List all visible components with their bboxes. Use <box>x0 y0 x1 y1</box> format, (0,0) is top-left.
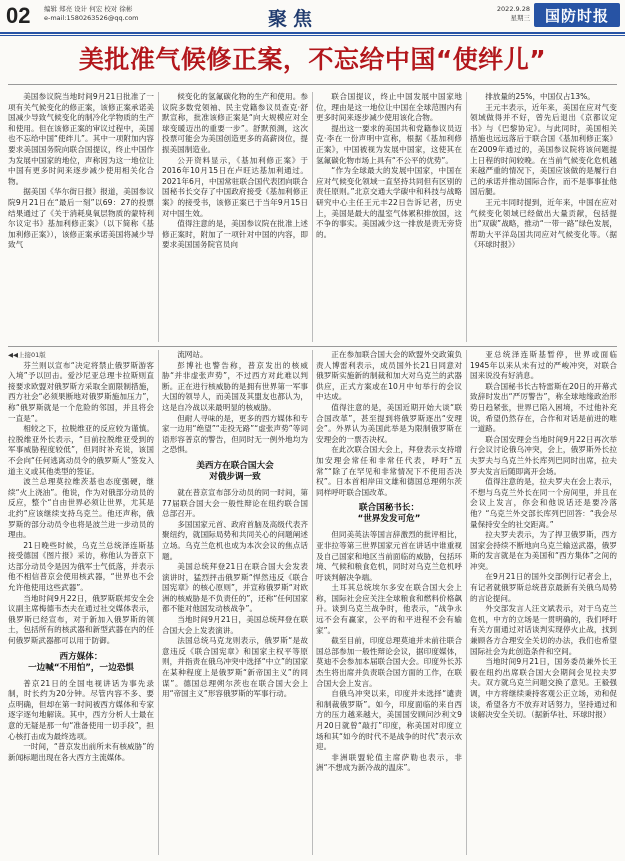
subheading-line: 一边喊“不用怕”，一边恐惧 <box>28 662 134 673</box>
paragraph: 就在普京宣布部分动员的同一时间，第77届联合国大会一般性辩论在纽约联合国总部召开。 <box>162 487 308 519</box>
column-divider <box>312 350 313 855</box>
paragraph: 候变化的氢氟碳化物的生产和使用。参议院多数党领袖、民主党籍参议员查克·舒默宣称，批准该修正案是“向大规模应对全球变暖迈出的重要一步”。舒默预测，这次投票可能会为美国创造更多的高薪岗位，提振美国制造业。 <box>162 92 308 154</box>
column-divider <box>158 92 159 342</box>
column-divider <box>312 92 313 342</box>
paragraph: 当地时间9月21日，美国总统拜登在联合国大会上发表演讲。 <box>162 615 308 635</box>
paragraph: 提出这一要求的美国共和党籍参议员迈克·李在一份声明中宣称，根据《基加利修正案》，中国被视为发展中国家，这使其在氢氟碳化物市场上具有“不公平的优势”。 <box>316 123 462 165</box>
paragraph: 芬兰则以宣布“决定将禁止俄罗斯游客入境”予以回击。爱沙尼亚总理卡拉斯则直接要求欧盟对俄罗斯方采取全面限制措施，西方社会“必须果断地对俄罗斯施加压力”，称“俄罗斯就是一个危险的邻国，并且将会一直是”。 <box>8 360 154 423</box>
subheading <box>162 461 308 483</box>
editor-credits <box>44 5 139 23</box>
paragraph: “作为全球最大的发展中国家，中国在应对气候变化领域一直坚持共同但有区别的责任原则。”北京交通大学碳中和科技与战略研究中心主任王元丰22日告诉记者，历史上，美国是最大的温室气体累积排放国，这不争的事实。美国减少这一排放是责无旁贷的。 <box>316 166 462 239</box>
paragraph: 相较之下，拉脱维亚的反应较为谨慎。拉脱维亚外长表示，“目前拉脱维亚受到的军事威胁程度较低”，但同时补充说，该国不会向“任何逃离动员令的俄罗斯人”签发入道主义或其他类型的签证。 <box>8 424 154 476</box>
paragraph: 21日晚些时候，乌克兰总统泽连斯基接受德国《图片报》采访，称他认为普京下达部分动员令是因为俄军士气低落，并表示他不相信普京会使用核武器，“世界也不会允许他使用这些武器”。 <box>8 540 154 593</box>
paragraph: 土耳其总统埃尔多安在联合国大会上称，国际社会应关注全球粮食和燃料价格飙升。谈到乌克兰战争时，他表示，“战争永远不会有赢家，公平的和平进程不会有输家”。 <box>316 583 462 635</box>
editor-line: 编辑 郑亮 设计 何宏 校对 徐彬 <box>44 5 133 13</box>
paragraph: 在此次联合国大会上，拜登表示支持增加安理会常任和非常任代表，呼吁“五常”“除了在罕见和非常情况下不使用否决权”。日本首相岸田文雄和德国总理朔尔茨同样呼吁联合国改革。 <box>316 445 462 497</box>
subheading <box>8 652 154 674</box>
paragraph: 拉夫罗夫表示，为了捍卫俄罗斯，西方国家会持续不断地向乌克兰输送武器，俄罗斯的发言就是在为美国和“西方集体”之间的冲突。 <box>470 530 617 571</box>
article-column-4 <box>470 92 617 356</box>
subheading <box>316 503 462 525</box>
article-column-2 <box>162 92 308 356</box>
subheading-line: 美西方在联合国大会 <box>196 460 274 471</box>
date: 2022.9.28 <box>496 5 530 13</box>
paragraph: 联合国提议，终止中国发展中国家地位，理由是这一地位让中国在全球范围内有更多时间来逐步减少使用该化合物。 <box>316 92 462 123</box>
paragraph: 一时间，“普京发出前所未有核威胁”的新闻标题出现在各大西方主流媒体。 <box>8 742 154 762</box>
continued-column-2 <box>162 350 308 855</box>
weekday: 星期三 <box>510 14 530 22</box>
paragraph: 公开资料显示，《基加利修正案》于2016年10月15日在卢旺达基加利通过。2021年6月，中国常驻联合国代表团向联合国秘书长交存了中国政府接受《基加利修正案》的接受书，该修正案已于当年9月15日对中国生效。 <box>162 155 308 218</box>
paragraph: 波兰总理莫拉维茨基也态度强硬，继续“火上浇油”。他说，作为对俄部分动员的反应，整个“自由世界必须让世界，尤其是北约”应该继续支持乌克兰。他还声称，俄罗斯的部分动员令也将是波兰进一步动员的理由。 <box>8 477 154 540</box>
issue-date <box>490 5 530 23</box>
subheading-line: 西方媒体： <box>59 651 103 662</box>
article-column-3 <box>316 92 462 356</box>
continued-column-3 <box>316 350 462 855</box>
column-divider <box>466 350 467 855</box>
paragraph: 美国参议院当地时间9月21日批准了一项有关气候变化的修正案，该修正案承诺美国减少导致气候变化的制冷化学物质的生产和使用。但在该修正案的审议过程中，美国也不忘给中国“使绊儿”。其中一项附加内容要求美国国务院向联合国提议，终止中国作为发展中国家的地位，声称因为这一地位让中国有更多时间来逐步减少使用相关化合物。 <box>8 92 154 186</box>
paragraph: 普京21日的全国电视讲话为事先录制，时长约为20分钟。尽管内容不多、要点明确，但却在第一时间被西方媒体和专家逐字逐句地解读。其中，西方分析人士最在意的无疑是那一句“准备使用一切手段”，担心核打击成为最终选项。 <box>8 678 154 741</box>
paragraph: 当地时间9月21日，国务委员兼外长王毅在纽约出席联合国大会期间会见拉夫罗夫。双方就乌克兰问题交换了意见。王毅强调，中方将继续秉持客观公正立场，劝和促谈，希望各方不放弃对话努力，坚持通过和谈解决安全关切。（据新华社、环球时报） <box>470 657 617 720</box>
paragraph: 联合国秘书长古特雷斯在20日的开幕式致辞时发出“严厉警告”，称全球地缘政治形势日趋紧张，世界已陷入困境，不过他补充说，希望仍然存在，合作和对话是前进的唯一道路。 <box>470 381 617 434</box>
headline-rule <box>8 84 617 85</box>
paragraph: 非洲联盟轮值主席萨勒也表示，非洲“不想成为新冷战的温床”。 <box>316 752 462 773</box>
column-divider <box>158 350 159 855</box>
subheading-line: 联合国秘书长： <box>358 503 420 514</box>
paragraph: 排放量的25%，中国仅占13%。 <box>485 92 595 101</box>
paragraph: 美国总统拜登21日在联合国大会发表演讲时，猛烈抨击俄罗斯“悍然违反《联合国宪章》的核心原则”，并宣称俄罗斯“对欧洲的核威胁是不负责任的”，还称“任何国家都不能对他国发动核战争”。 <box>162 562 308 614</box>
subheading-line: “世界发发可危” <box>357 514 421 525</box>
continued-column-1 <box>8 350 154 855</box>
paragraph: 法国总统马克龙则表示，俄罗斯“是故意违反《联合国宪章》和国家主权平等原则，并指责在俄乌冲突中选择“中立”的国家在某种程度上是俄罗斯“新帝国主义”的同谋”。德国总理朔尔茨也在联合国大会上用“帝国主义”形容俄罗斯的军事行动。 <box>162 636 308 699</box>
paragraph: 值得注意的是，美国近期开始大谈“联合国改革”，甚至提到将俄罗斯逐出“安理会”。外界认为美国此举是为限制俄罗斯在安理会的一票否决权。 <box>316 402 462 444</box>
masthead-rule-thin <box>0 35 625 36</box>
subheading-line: 对俄步调一致 <box>209 471 261 482</box>
paragraph: 当地时间9月22日，俄罗斯联邦安全会议副主席梅德韦杰夫在通过社交媒体表示，俄罗斯已经宣布，对于新加入俄罗斯的领土，包括所有的核武器和新型武器在内的任何俄罗斯武器都可以用于防御。 <box>8 593 154 646</box>
column-divider <box>466 92 467 342</box>
paragraph: 王元丰同时提到，近年来，中国在应对气候变化领域已经做出大量贡献，包括提出“双碳”战略，推动“一带一路”绿色发展，帮助大平洋岛国共同应对气候变化等。（据《环球时报》） <box>470 197 617 250</box>
paragraph: 在9月21日的国外交部例行记者会上，有记者就俄罗斯总统普京最新有关俄乌局势的言论提问。 <box>470 572 617 603</box>
paragraph: 值得注意的是，美国参议院在批准上述修正案时，附加了一项针对中国的内容，即要求美国国务院官员向 <box>162 219 308 250</box>
paragraph: 据美国《华尔街日报》报道，美国参议院9月21日在“最后一刻”以69：27的投票结果通过了《关于消耗臭氧层物质的蒙特利尔议定书》基加利修正案》（以下简称《基加利修正案》），该修正案承诺美国将减少导致气 <box>8 187 154 250</box>
paragraph: 自俄乌冲突以来，印度并未选择“谴责和制裁俄罗斯”。如今，印度面临的来自西方的压力越来越大，美国国安顾问沙利文9月20日就曾“敲打”印度，称美国对印度立场和其“如今的时代不是战争的时代”表示欢迎。 <box>316 689 462 752</box>
headline: 美批准气候修正案，不忘给中国“使绊儿” <box>78 45 547 74</box>
paragraph: 流网站。 <box>177 350 208 359</box>
paragraph: 彭博社也警告称，普京发出的核威胁“并非虚张声势”，不过西方对此难以判断。正在进行核威胁的是拥有世界第一军事大国的领导人，而美国及其盟友也都认为，这是自冷战以来最明显的核威胁。 <box>162 360 308 412</box>
paragraph: 值得注意的是，拉夫罗夫在会上表示，不想与乌克兰外长在同一个房间里，并且在会议上发言，你会和他说话还是要冷落他？“乌克兰外交部长库列巴回答：“我会尽量保持安全的社交距离。” <box>470 477 617 529</box>
article-column-1 <box>8 92 154 356</box>
paragraph: 但耐人寻味的是，更多的西方媒体和专家一边用“绝望”“走投无路”“虚张声势”等词语形容普京的警告，但同时无一例外地均为之恐惧。 <box>162 413 308 455</box>
continued-from-note: ◀◀上接01版 <box>8 351 46 359</box>
newspaper-logo: 国防时报 <box>534 3 620 27</box>
email-line: e-mail:1580263526@qq.com <box>44 14 139 22</box>
paragraph: 截至目前，印度总理莫迪并未前往联合国总部参加一般性辩论会议，据印度媒体，莫迪不会参加本届联合国大会。印度外长苏杰生将出席并负责联合国方面的工作，在联合国大会上发言。 <box>316 636 462 688</box>
section-title: 聚焦 <box>268 8 319 30</box>
paragraph: 多国国家元首、政府首脑及高级代表齐聚纽约，就国际局势和共同关心的问题阐述立场。乌克兰危机也成为本次会议的焦点话题。 <box>162 519 308 561</box>
masthead-rule <box>0 32 625 34</box>
paragraph: 外交部发言人汪文斌表示，对于乌克兰危机，中方的立场是一贯明确的，我们呼吁有关方面通过对话谈判实现停火止战，找到兼顾各方合理安全关切的办法，我们也希望国际社会为此创造条件和空间。 <box>470 604 617 656</box>
paragraph: 王元丰表示，近年来，美国在应对气变领域做得并不好，曾先后退出《京都议定书》与《巴黎协定》。与此同时，美国相关措施也远远落后于联合国《基加利修正案》在2009年通过的，美国参议院将该问题提上日程的时间较晚。在当前气候变化危机越来越严重的情况下，美国应该做的是履行自己的承诺并推动国际合作，而不是事事扯他国后腿。 <box>470 102 617 197</box>
continued-column-4 <box>470 350 617 855</box>
section-rule <box>8 346 617 347</box>
paragraph: 正在参加联合国大会的欧盟外交政策负责人博雷利表示，成员国外长21日同意对俄罗斯实施新的制裁和加大对乌克兰的武器供应，正式方案或在10月中旬举行的会议中达成。 <box>316 350 462 402</box>
paragraph: 联合国安理会当地时间9月22日再次举行会议讨论俄乌冲突，会上，俄罗斯外长拉夫罗夫与乌克兰外长库列巴同时出席，拉夫罗夫发言后随即离开会场。 <box>470 434 617 476</box>
masthead <box>0 0 625 34</box>
page-number: 02 <box>6 3 31 28</box>
paragraph: 亚总统泽连斯基暂停，世界或面临1945年以来从未有过的严峻冲突，对联合国来说没有好消息。 <box>470 350 617 381</box>
paragraph: 但同美英法等国言辞激烈的批评相比，亚非拉等第三世界国家元首在讲话中谁重视及自己国家和地区当前面临的威胁，包括环境、气候和粮食危机，同时对乌克兰危机呼吁谈判解决争端。 <box>316 530 462 582</box>
